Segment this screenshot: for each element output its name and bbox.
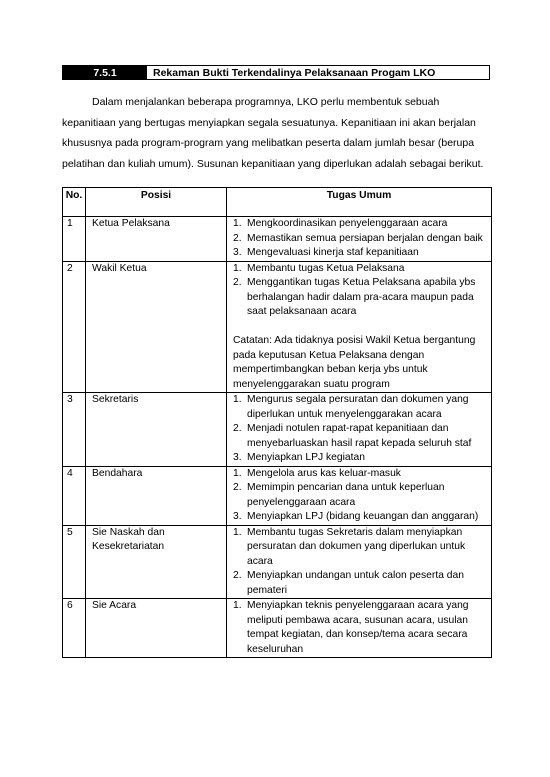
task-number: 1. <box>233 394 242 405</box>
section-title: Rekaman Bukti Terkendalinya Pelaksanaan Progam LKO <box>153 66 436 79</box>
header-no: No. <box>63 188 86 217</box>
row-duties <box>227 393 492 467</box>
table-row <box>63 393 492 467</box>
task-number: 3. <box>233 452 242 463</box>
table-row <box>63 525 492 599</box>
header-position: Posisi <box>86 188 227 217</box>
row-number: 4 <box>63 466 86 525</box>
row-position: Sie Acara <box>86 599 227 658</box>
task-text: Mengurus segala persuratan dan dokumen yang diperlukan untuk menyelenggarakan acara <box>247 394 469 420</box>
task-item <box>233 276 487 320</box>
table-row <box>63 217 492 262</box>
row-duties <box>227 217 492 262</box>
task-item <box>233 232 487 247</box>
task-text: Memastikan semua persiapan berjalan dengan baik <box>247 232 483 244</box>
table-body <box>63 217 492 658</box>
task-item <box>233 599 487 657</box>
row-number: 5 <box>63 525 86 599</box>
task-text: Menyiapkan undangan untuk calon peserta dan pemateri <box>247 570 464 596</box>
row-position: Sie Naskah dan Kesekretariatan <box>86 525 227 599</box>
task-number: 3. <box>233 247 242 258</box>
task-item <box>233 262 487 277</box>
task-item <box>233 526 487 570</box>
row-position: Sekretaris <box>86 393 227 467</box>
task-text: Mengelola arus kas keluar-masuk <box>247 467 401 479</box>
task-item <box>233 481 487 510</box>
task-list <box>233 262 487 320</box>
row-number: 3 <box>63 393 86 467</box>
task-number: 1. <box>233 600 242 611</box>
table-header-row <box>63 188 492 217</box>
task-text: Mengevaluasi kinerja staf kepanitiaan <box>247 247 419 258</box>
task-item <box>233 451 487 466</box>
intro-paragraph <box>62 92 492 174</box>
task-item <box>233 246 487 261</box>
row-duties <box>227 261 492 393</box>
row-duties <box>227 599 492 658</box>
table-row <box>63 599 492 658</box>
task-list <box>233 526 487 599</box>
task-list <box>233 393 487 466</box>
section-heading <box>62 65 490 80</box>
task-number: 2. <box>233 482 242 493</box>
row-number: 6 <box>63 599 86 658</box>
header-duties: Tugas Umum <box>227 188 492 217</box>
row-position: Bendahara <box>86 466 227 525</box>
task-text: Menjadi notulen rapat-rapat kepanitiaan dan menyebarluaskan hasil rapat kepada seluruh staf <box>247 423 472 449</box>
task-number: 1. <box>233 218 242 229</box>
row-number: 2 <box>63 261 86 393</box>
task-text: Memimpin pencarian dana untuk keperluan penyelenggaraan acara <box>247 482 445 508</box>
task-text: Membantu tugas Sekretaris dalam menyiapkan persuratan dan dokumen yang diperlukan untuk acara <box>247 526 466 567</box>
task-number: 2. <box>233 277 242 288</box>
section-number: 7.5.1 <box>63 66 147 79</box>
task-number: 2. <box>233 423 242 434</box>
task-number: 1. <box>233 262 242 274</box>
task-text: Mengkoordinasikan penyelenggaraan acara <box>247 218 448 229</box>
intro-text: Dalam menjalankan beberapa programnya, LKO perlu membentuk sebuah kepanitiaan yang bertugas menyiapkan segala sesuatunya. Kepanitiaan ini akan berjalan khususnya pada program-program yang melibatkan peserta dalam jumlah besar (berupa pelatihan dan kuliah umum). Susunan kepanitiaan yang diperlukan adalah sebagai berikut. <box>62 96 484 170</box>
task-text: Menyiapkan teknis penyelenggaraan acara yang meliputi pembawa acara, susunan acara, usulan tempat kegiatan, dan konsep/tema acara secara keseluruhan <box>247 600 469 655</box>
task-item <box>233 569 487 598</box>
task-text: Menggantikan tugas Ketua Pelaksana apabila ybs berhalangan hadir dalam pra-acara maupun pada saat pelaksanaan acara <box>247 277 476 317</box>
table-row <box>63 466 492 525</box>
task-number: 1. <box>233 526 242 538</box>
table-row <box>63 261 492 393</box>
task-item <box>233 510 487 525</box>
row-duties <box>227 466 492 525</box>
row-number: 1 <box>63 217 86 262</box>
task-item <box>233 422 487 451</box>
task-text: Menyiapkan LPJ kegiatan <box>247 452 365 463</box>
row-duties <box>227 525 492 599</box>
committee-table <box>62 187 492 658</box>
task-number: 3. <box>233 511 242 522</box>
task-item <box>233 467 487 482</box>
row-position: Wakil Ketua <box>86 261 227 393</box>
task-list <box>233 467 487 525</box>
task-number: 2. <box>233 232 242 244</box>
task-list <box>233 599 487 657</box>
row-position: Ketua Pelaksana <box>86 217 227 262</box>
task-text: Menyiapkan LPJ (bidang keuangan dan anggaran) <box>247 511 479 522</box>
task-item <box>233 393 487 422</box>
task-number: 1. <box>233 467 242 479</box>
task-list <box>233 217 487 261</box>
task-text: Membantu tugas Ketua Pelaksana <box>247 262 405 274</box>
task-number: 2. <box>233 570 242 581</box>
task-item <box>233 217 487 232</box>
task-note: Catatan: Ada tidaknya posisi Wakil Ketua bergantung pada keputusan Ketua Pelaksana dengan mempertimbangkan beban kerja ybs untuk menyelenggarakan suatu program <box>233 335 476 390</box>
